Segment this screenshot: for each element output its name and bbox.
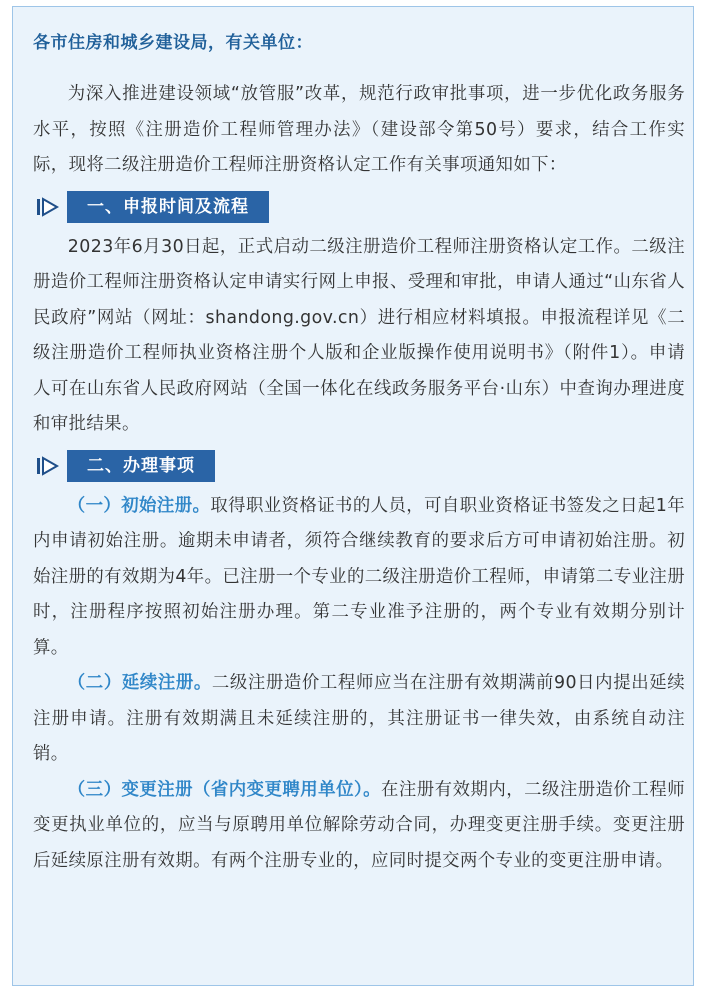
greeting-line: 各市住房和城乡建设局，有关单位： — [33, 33, 313, 53]
item-renewal-registration — [33, 666, 685, 773]
item-initial-registration — [33, 489, 685, 667]
section-heading-1 — [33, 190, 685, 224]
intro-paragraph: 为深入推进建设领域“放管服”改革，规范行政审批事项，进一步优化政务服务水平，按照《注册造价工程师管理办法》（建设部令第50号）要求，结合工作实际，现将二级注册造价工程师注册资格认定工作有关事项通知如下： — [33, 84, 685, 175]
document-content — [33, 29, 685, 879]
item-text: 取得职业资格证书的人员，可自职业资格证书签发之日起1年内申请初始注册。逾期未申请者，须符合继续教育的要求后方可申请初始注册。初始注册的有效期为4年。已注册一个专业的二级注册造价工程师，申请第二专业注册时，注册程序按照初始注册办理。第二专业准予注册的，两个专业有效期分别计算。 — [33, 495, 685, 658]
section-1-paragraph: 2023年6月30日起，正式启动二级注册造价工程师注册资格认定工作。二级注册造价工程师注册资格认定申请实行网上申报、受理和审批，申请人通过“山东省人民政府”网站（网址：shandong.gov.cn）进行相应材料填报。申报流程详见《二级注册造价工程师执业资格注册个人版和企业版操作使用说明书》（附件1）。申请人可在山东省人民政府网站（全国一体化在线政务服务平台·山东）中查询办理进度和审批结果。 — [33, 236, 685, 434]
play-arrow-icon — [33, 455, 63, 477]
play-arrow-icon — [33, 196, 63, 218]
item-lead: （三）变更注册（省内变更聘用单位）。 — [67, 779, 382, 800]
section-heading-1-label: 一、申报时间及流程 — [67, 191, 269, 223]
item-change-registration — [33, 773, 685, 880]
item-text: 二级注册造价工程师应当在注册有效期满前90日内提出延续注册申请。注册有效期满且未延续注册的，其注册证书一律失效，由系统自动注销。 — [33, 673, 686, 764]
item-lead: （二）延续注册。 — [67, 673, 212, 693]
item-lead: （一）初始注册。 — [67, 495, 211, 516]
section-heading-2-label: 二、办理事项 — [67, 450, 215, 482]
section-heading-2 — [33, 449, 685, 483]
document-frame — [12, 6, 694, 986]
item-text: 在注册有效期内，二级注册造价工程师变更执业单位的，应当与原聘用单位解除劳动合同，办理变更注册手续。变更注册后延续原注册有效期。有两个注册专业的，应同时提交两个专业的变更注册申请。 — [33, 779, 685, 871]
